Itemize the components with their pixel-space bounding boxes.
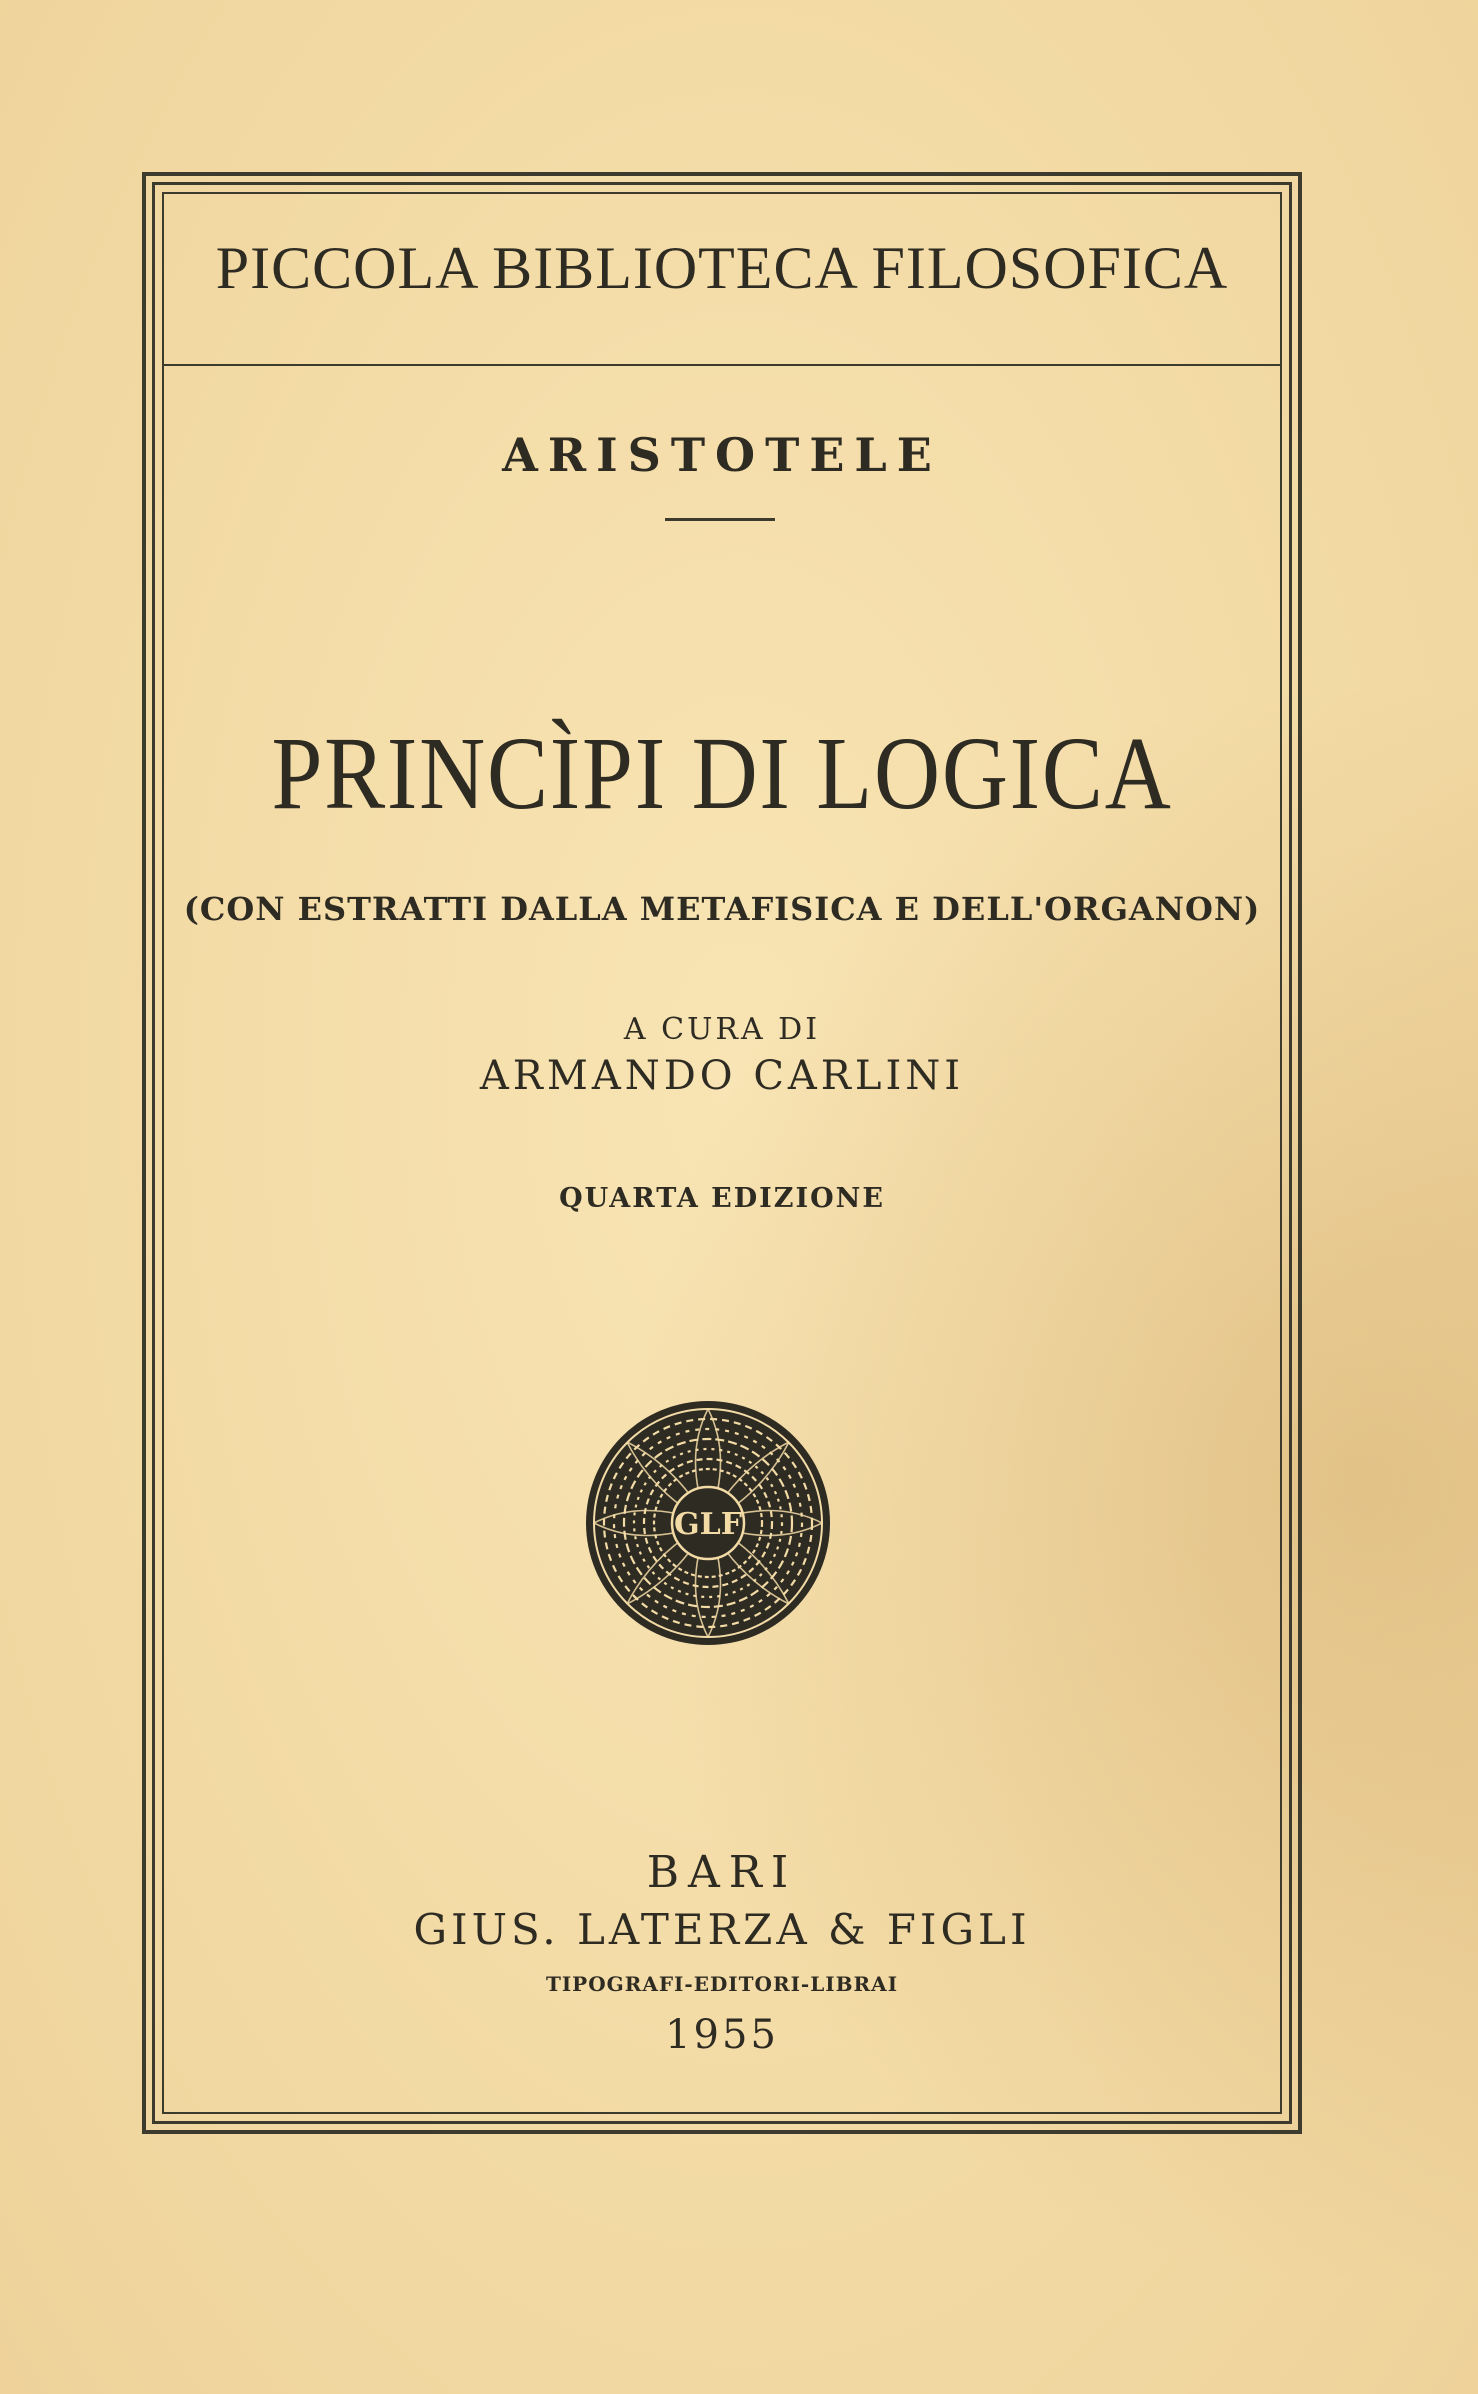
book-title: PRINCÌPI DI LOGICA [271, 716, 1173, 831]
publisher-city: BARI [646, 1847, 798, 1898]
author-divider [665, 518, 775, 521]
edition-label: QUARTA EDIZIONE [559, 1183, 885, 1214]
curator-name: ARMANDO CARLINI [479, 1053, 965, 1099]
series-title: PICCOLA BIBLIOTECA FILOSOFICA [215, 235, 1229, 301]
publisher-seal-icon [583, 1398, 833, 1648]
curator-label: A CURA DI [623, 1012, 821, 1047]
author-name: ARISTOTELE [502, 428, 942, 482]
book-subtitle: (CON ESTRATTI DALLA METAFISICA E DELL'ORGANON) [183, 890, 1261, 928]
publisher-role: TIPOGRAFI-EDITORI-LIBRAI [545, 1972, 899, 1996]
seal-monogram: GLF [673, 1507, 743, 1542]
series-divider [164, 364, 1280, 366]
publisher-name: GIUS. LATERZA & FIGLI [413, 1905, 1031, 1954]
publication-year: 1955 [665, 2012, 779, 2058]
